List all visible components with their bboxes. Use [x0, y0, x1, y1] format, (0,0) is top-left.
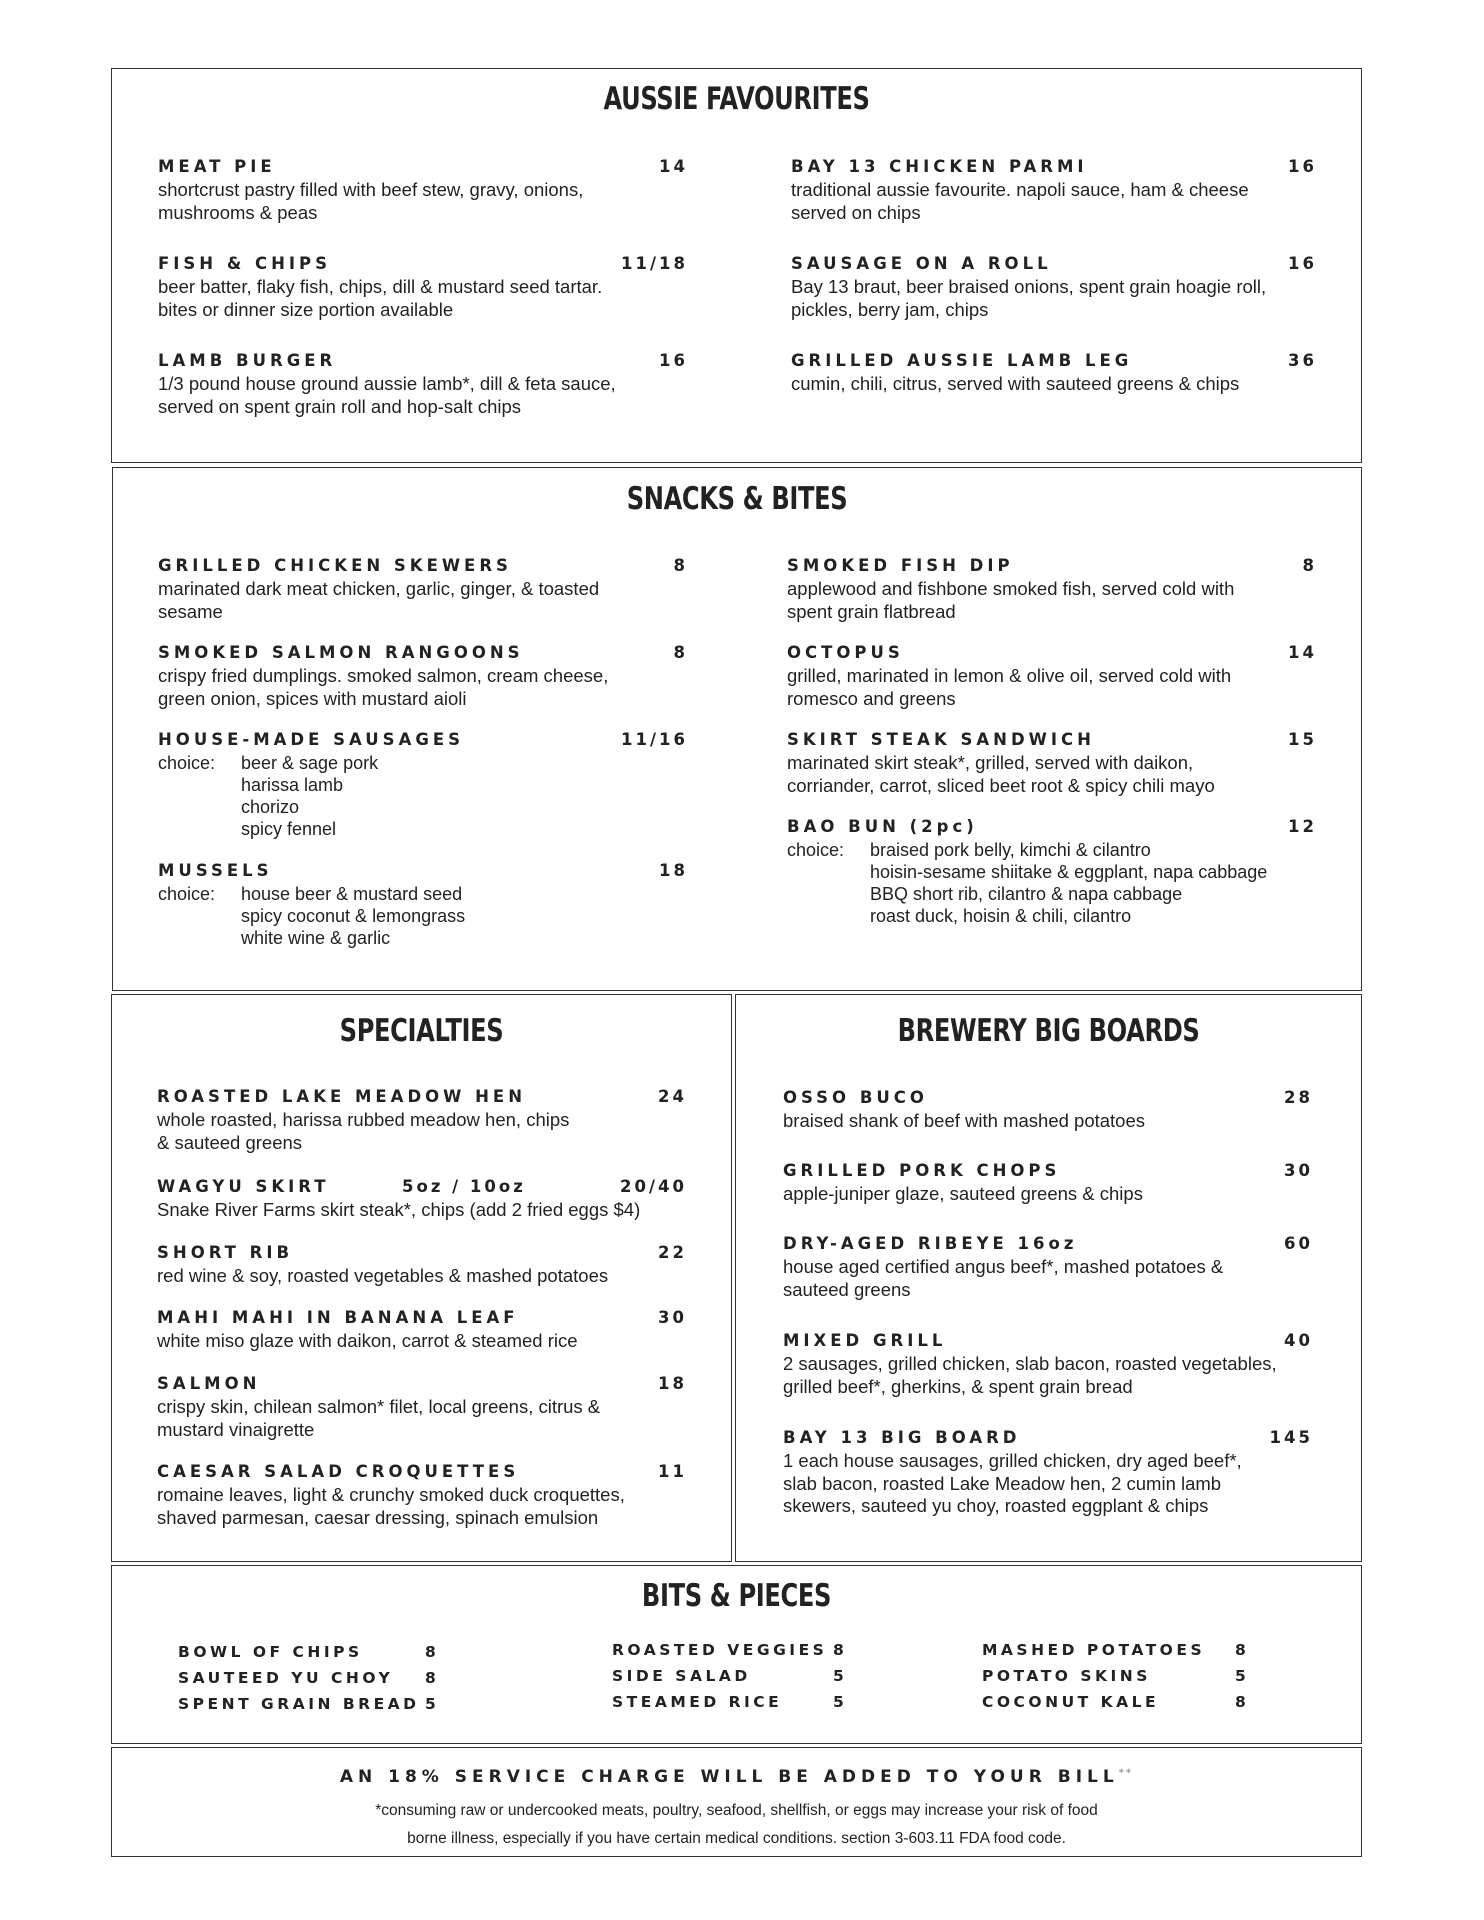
item-description: house aged certified angus beef*, mashed potatoes & sauteed greens — [783, 1256, 1224, 1300]
item-description: grilled, marinated in lemon & olive oil, served cold with romesco and greens — [787, 665, 1232, 709]
menu-item — [157, 1308, 687, 1353]
item-description: white miso glaze with daikon, carrot & steamed rice — [157, 1330, 578, 1351]
item-price: 18 — [659, 861, 688, 880]
item-name: BAY 13 CHICKEN PARMI — [791, 157, 1088, 176]
menu-item — [787, 556, 1317, 623]
item-price: 36 — [1288, 351, 1317, 370]
item-price: 14 — [659, 157, 688, 176]
item-price: 145 — [1269, 1428, 1313, 1447]
item-name: MAHI MAHI IN BANANA LEAF — [157, 1308, 519, 1327]
service-mark: ** — [1118, 1767, 1134, 1779]
item-price: 30 — [1284, 1161, 1313, 1180]
choice-option: braised pork belly, kimchi & cilantro — [870, 840, 1151, 860]
item-name: DRY-AGED RIBEYE 16oz — [783, 1234, 1078, 1253]
choice-label: choice: — [158, 753, 216, 773]
snacks-bites-section — [112, 467, 1362, 991]
side-item — [982, 1667, 1252, 1693]
menu-item — [158, 157, 688, 224]
side-item — [178, 1643, 448, 1669]
bits-column — [982, 1641, 1252, 1719]
item-description: applewood and fishbone smoked fish, served cold with spent grain flatbread — [787, 578, 1235, 622]
item-price: 11/18 — [621, 254, 688, 273]
choice-label: choice: — [158, 884, 216, 904]
menu-item — [783, 1088, 1313, 1133]
item-price: 15 — [1288, 730, 1317, 749]
side-price: 5 — [833, 1693, 848, 1711]
side-price: 8 — [833, 1641, 848, 1659]
item-description: braised shank of beef with mashed potatoes — [783, 1110, 1146, 1131]
item-name: LAMB BURGER — [158, 351, 337, 370]
menu-item — [791, 157, 1317, 224]
item-name: HOUSE-MADE SAUSAGES — [158, 730, 465, 749]
item-name: CAESAR SALAD CROQUETTES — [157, 1462, 520, 1481]
item-description: 1 each house sausages, grilled chicken, dry aged beef*, slab bacon, roasted Lake Meadow hen, 2 cumin lamb skewers, sauteed yu choy, roasted eggplant & chips — [783, 1450, 1242, 1516]
section-title: SPECIALTIES — [339, 1013, 504, 1049]
choice-option: spicy coconut & lemongrass — [241, 906, 466, 926]
choice-option: house beer & mustard seed — [241, 884, 463, 904]
choice-option: hoisin-sesame shiitake & eggplant, napa cabbage — [870, 862, 1268, 882]
item-name: GRILLED AUSSIE LAMB LEG — [791, 351, 1133, 370]
section-title: SNACKS & BITES — [626, 481, 848, 517]
menu-item — [791, 351, 1317, 396]
menu-item — [158, 643, 688, 710]
menu-item — [787, 643, 1317, 710]
side-price: 8 — [425, 1669, 440, 1687]
choice-label: choice: — [787, 840, 845, 860]
footer-notice — [111, 1747, 1362, 1857]
side-price: 5 — [833, 1667, 848, 1685]
item-name: MUSSELS — [158, 861, 273, 880]
menu-item — [787, 817, 1317, 927]
item-name: GRILLED PORK CHOPS — [783, 1161, 1061, 1180]
food-safety-disclaimer-line: *consuming raw or undercooked meats, poultry, seafood, shellfish, or eggs may increase your risk of food — [375, 1802, 1098, 1819]
item-price: 12 — [1288, 817, 1317, 836]
side-name: SAUTEED YU CHOY — [178, 1669, 394, 1687]
item-name: FISH & CHIPS — [158, 254, 332, 273]
menu-item — [157, 1243, 687, 1288]
item-description: crispy fried dumplings. smoked salmon, cream cheese, green onion, spices with mustard aioli — [158, 665, 609, 709]
item-price: 11 — [658, 1462, 687, 1481]
side-name: STEAMED RICE — [612, 1693, 783, 1711]
item-description: 1/3 pound house ground aussie lamb*, dill & feta sauce, served on spent grain roll and hop-salt chips — [158, 373, 616, 417]
item-name: SALMON — [157, 1374, 261, 1393]
side-price: 8 — [1235, 1641, 1250, 1659]
side-name: ROASTED VEGGIES — [612, 1641, 828, 1659]
side-item — [982, 1693, 1252, 1719]
choice-option: BBQ short rib, cilantro & napa cabbage — [870, 884, 1183, 904]
choice-option: spicy fennel — [241, 819, 337, 839]
item-name: WAGYU SKIRT — [157, 1177, 330, 1196]
item-price: 22 — [658, 1243, 687, 1262]
item-description: Snake River Farms skirt steak*, chips (add 2 fried eggs $4) — [157, 1199, 641, 1220]
menu-item — [158, 861, 688, 949]
item-name: SMOKED FISH DIP — [787, 556, 1014, 575]
side-item — [178, 1695, 448, 1721]
menu-item — [157, 1177, 687, 1222]
side-item — [612, 1667, 872, 1693]
item-price: 11/16 — [621, 730, 688, 749]
side-name: MASHED POTATOES — [982, 1641, 1206, 1659]
section-title: BREWERY BIG BOARDS — [897, 1013, 1200, 1049]
item-price: 14 — [1288, 643, 1317, 662]
item-description: crispy skin, chilean salmon* filet, local greens, citrus & mustard vinaigrette — [157, 1396, 601, 1440]
item-price: 16 — [1288, 254, 1317, 273]
specialties-section — [111, 994, 732, 1562]
item-price: 60 — [1284, 1234, 1313, 1253]
item-price: 20/40 — [620, 1177, 687, 1196]
bits-pieces-section — [111, 1565, 1362, 1744]
item-price: 28 — [1284, 1088, 1313, 1107]
item-description: marinated dark meat chicken, garlic, ginger, & toasted sesame — [158, 578, 600, 622]
item-choices — [787, 839, 1317, 927]
choice-option: white wine & garlic — [241, 928, 391, 948]
item-price: 30 — [658, 1308, 687, 1327]
menu-item — [783, 1428, 1313, 1518]
section-title: AUSSIE FAVOURITES — [603, 81, 870, 117]
item-description: 2 sausages, grilled chicken, slab bacon, roasted vegetables, grilled beef*, gherkins, & spent grain bread — [783, 1353, 1277, 1397]
menu-item — [157, 1087, 687, 1154]
menu-item — [787, 730, 1317, 797]
item-description: shortcrust pastry filled with beef stew, gravy, onions, mushrooms & peas — [158, 179, 584, 223]
item-description: romaine leaves, light & crunchy smoked duck croquettes, shaved parmesan, caesar dressing, spinach emulsion — [157, 1484, 625, 1528]
item-name: MEAT PIE — [158, 157, 276, 176]
choice-option: roast duck, hoisin & chili, cilantro — [870, 906, 1132, 926]
side-name: POTATO SKINS — [982, 1667, 1151, 1685]
item-price: 16 — [1288, 157, 1317, 176]
menu-item — [783, 1331, 1313, 1398]
side-price: 8 — [425, 1643, 440, 1661]
item-price: 8 — [673, 643, 688, 662]
side-price: 5 — [425, 1695, 440, 1713]
item-price: 16 — [659, 351, 688, 370]
item-description: red wine & soy, roasted vegetables & mashed potatoes — [157, 1265, 609, 1286]
side-item — [612, 1693, 872, 1719]
item-price: 8 — [673, 556, 688, 575]
section-title: BITS & PIECES — [641, 1578, 832, 1614]
side-name: SIDE SALAD — [612, 1667, 751, 1685]
item-price: 24 — [658, 1087, 687, 1106]
side-item — [612, 1641, 872, 1667]
item-name: OSSO BUCO — [783, 1088, 928, 1107]
menu-item — [158, 730, 688, 840]
item-price: 18 — [658, 1374, 687, 1393]
item-description: traditional aussie favourite. napoli sauce, ham & cheese served on chips — [791, 179, 1249, 223]
item-name: OCTOPUS — [787, 643, 904, 662]
item-name: BAO BUN (2pc) — [787, 817, 978, 836]
item-description: apple-juniper glaze, sauteed greens & chips — [783, 1183, 1143, 1204]
food-safety-disclaimer-line: borne illness, especially if you have certain medical conditions. section 3-603.11 FDA food code. — [407, 1830, 1066, 1847]
menu-item — [157, 1374, 687, 1441]
menu-item — [158, 351, 688, 418]
side-price: 8 — [1235, 1693, 1250, 1711]
item-name: SHORT RIB — [157, 1243, 294, 1262]
brewery-big-boards-section — [735, 994, 1362, 1562]
item-name: SMOKED SALMON RANGOONS — [158, 643, 524, 662]
item-description: marinated skirt steak*, grilled, served with daikon, corriander, carrot, sliced beet root & spicy chili mayo — [787, 752, 1215, 796]
choice-option: beer & sage pork — [241, 753, 379, 773]
item-description: Bay 13 braut, beer braised onions, spent grain hoagie roll, pickles, berry jam, chips — [791, 276, 1267, 320]
side-price: 5 — [1235, 1667, 1250, 1685]
choice-option: chorizo — [241, 797, 300, 817]
item-description: beer batter, flaky fish, chips, dill & mustard seed tartar. bites or dinner size portion available — [158, 276, 603, 320]
menu-item — [158, 254, 688, 321]
service-charge-notice: AN 18% SERVICE CHARGE WILL BE ADDED TO YOUR BILL** — [339, 1767, 1134, 1787]
item-size: 5oz / 10oz — [402, 1177, 526, 1196]
item-name: ROASTED LAKE MEADOW HEN — [157, 1087, 527, 1106]
bits-column — [612, 1641, 872, 1719]
side-name: COCONUT KALE — [982, 1693, 1160, 1711]
menu-item — [158, 556, 688, 623]
side-item — [178, 1669, 448, 1695]
menu-item — [783, 1161, 1313, 1206]
item-choices — [158, 883, 688, 949]
choice-option: harissa lamb — [241, 775, 344, 795]
side-name: SPENT GRAIN BREAD — [178, 1695, 420, 1713]
item-name: BAY 13 BIG BOARD — [783, 1428, 1021, 1447]
side-item — [982, 1641, 1252, 1667]
bits-column — [178, 1643, 448, 1721]
menu-item — [157, 1462, 687, 1529]
menu-item — [791, 254, 1317, 321]
item-name: SKIRT STEAK SANDWICH — [787, 730, 1095, 749]
side-name: BOWL OF CHIPS — [178, 1643, 363, 1661]
aussie-favourites-section — [111, 68, 1362, 463]
item-name: GRILLED CHICKEN SKEWERS — [158, 556, 512, 575]
menu-item — [783, 1234, 1313, 1301]
item-choices — [158, 752, 688, 840]
item-description: whole roasted, harissa rubbed meadow hen, chips & sauteed greens — [157, 1109, 570, 1153]
item-name: MIXED GRILL — [783, 1331, 947, 1350]
item-name: SAUSAGE ON A ROLL — [791, 254, 1052, 273]
item-price: 40 — [1284, 1331, 1313, 1350]
item-description: cumin, chili, citrus, served with sauteed greens & chips — [791, 373, 1240, 394]
item-price: 8 — [1302, 556, 1317, 575]
